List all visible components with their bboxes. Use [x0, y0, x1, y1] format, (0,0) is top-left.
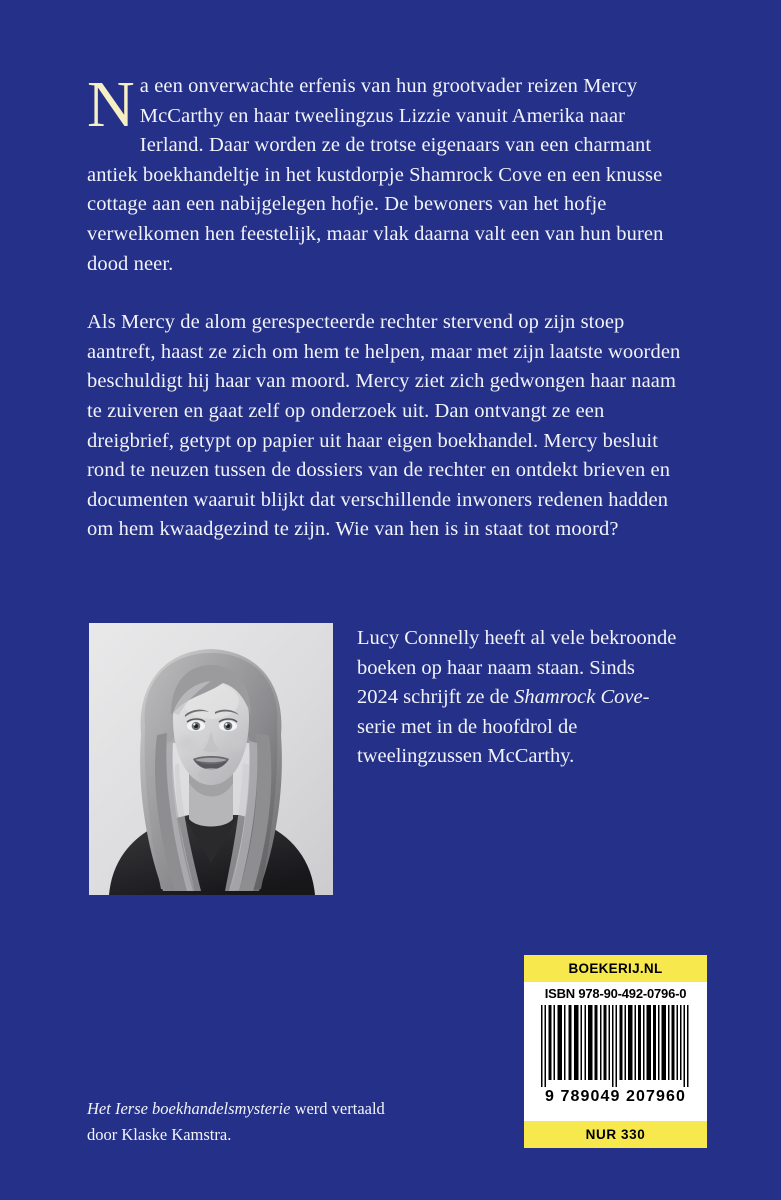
translation-credit-rest: werd vertaald door Klaske Kamstra. — [87, 1099, 385, 1144]
author-section — [89, 623, 685, 895]
synopsis-paragraph-1-text: a een onverwachte erfenis van hun grootvader reizen Mercy McCarthy en haar tweelingzus Lizzie vanuit Amerika naar Ierland. Daar worden ze de trotse eigenaars van een charmant antiek boekhandeltje in het kustdorpje Shamrock Cove en een knusse cottage aan een nabijgelegen hofje. De bewoners van het hofje verwelkomen hen feestelijk, maar vlak daarna valt een van hun buren dood neer. — [87, 75, 664, 275]
ean13-barcode-graphic — [538, 1005, 693, 1087]
drop-cap-letter: N — [87, 68, 135, 141]
author-bio-part-1: Lucy Connelly heeft al vele bekroonde boeken op haar naam staan. Sinds 2024 schrijft ze de — [357, 627, 677, 709]
author-bio-text — [357, 623, 677, 772]
translation-credit — [87, 1096, 417, 1148]
author-portrait-illustration — [89, 623, 333, 895]
isbn-number: ISBN 978-90-492-0796-0 — [544, 986, 687, 1001]
ean13-digits: 9 789049 207960 — [544, 1088, 687, 1105]
publisher-website-label: BOEKERIJ.NL — [524, 955, 707, 982]
barcode-body — [524, 982, 707, 1121]
author-bio-part-2: -serie met in de hoofdrol de tweelingzussen McCarthy. — [357, 686, 650, 768]
synopsis-block — [87, 68, 685, 545]
synopsis-paragraph-1 — [87, 68, 685, 279]
author-series-title: Shamrock Cove — [514, 686, 643, 709]
isbn-barcode-block — [524, 955, 707, 1148]
translated-original-title: Het Ierse boekhandelsmysterie — [87, 1099, 291, 1118]
nur-code-label: NUR 330 — [524, 1121, 707, 1148]
synopsis-paragraph-2: Als Mercy de alom gerespecteerde rechter stervend op zijn stoep aantreft, haast ze zich om hem te helpen, maar met zijn laatste woorden beschuldigt hij haar van moord. Mercy ziet zich gedwongen haar naam te zuiveren en gaat zelf op onderzoek uit. Dan ontvangt ze een dreigbrief, getypt op papier uit haar eigen boekhandel. Mercy besluit rond te neuzen tussen de dossiers van de rechter en ontdekt brieven en documenten waaruit blijkt dat verschillende inwoners redenen hadden om hem kwaadgezind te zijn. Wie van hen is in staat tot moord? — [87, 311, 681, 541]
author-portrait-photo — [89, 623, 333, 895]
